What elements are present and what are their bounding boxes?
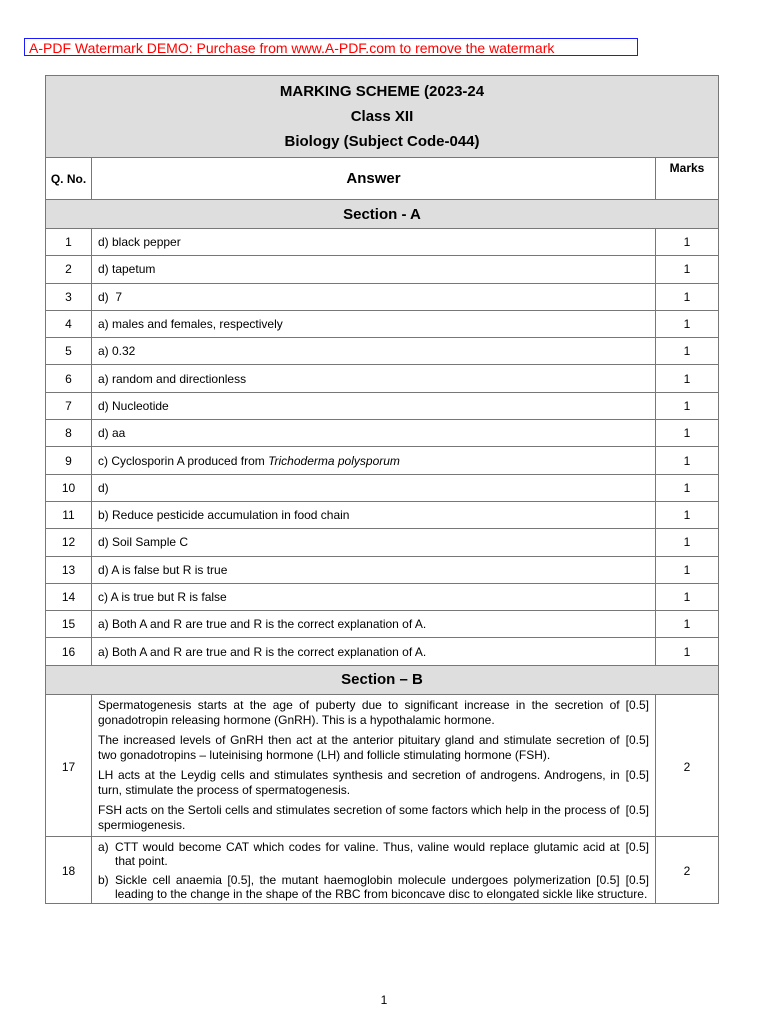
question-number: 18 (46, 836, 92, 903)
section-a-rows (46, 229, 719, 666)
answer-cell (92, 310, 656, 337)
marks-value: 1 (656, 420, 719, 447)
table-row (46, 638, 719, 665)
answer-italic-text: Trichoderma polysporum (268, 453, 400, 468)
section-a-header (46, 200, 719, 229)
answer-text: d) black pepper (98, 235, 181, 250)
table-row (46, 229, 719, 256)
table-row (46, 556, 719, 583)
column-header-marks: Marks (656, 158, 719, 200)
answer-cell (92, 638, 656, 665)
document-title: MARKING SCHEME (2023-24 (279, 83, 485, 100)
question-number: 14 (46, 583, 92, 610)
marks-value: 1 (656, 392, 719, 419)
answer-text: c) A is true but R is false (98, 590, 227, 604)
table-row (46, 365, 719, 392)
marking-scheme-table (45, 75, 719, 904)
table-row-q18 (46, 836, 719, 903)
part-text-wrap (115, 840, 649, 868)
marks-value: 1 (656, 583, 719, 610)
table-row (46, 420, 719, 447)
marks-tag: [0.5] (625, 767, 649, 782)
answer-text: a) random and directionless (98, 371, 247, 386)
answer-cell (92, 365, 656, 392)
marks-value: 1 (656, 310, 719, 337)
answer-paragraph (92, 731, 655, 766)
part-text: Sickle cell anaemia [0.5], the mutant haemoglobin molecule undergoes polymerization [0.5] leading to the change in the shape of the RBC from biconcave disc to elongated sickle like structure. (115, 872, 648, 901)
marks-tag: [0.5] (625, 802, 649, 817)
answer-cell (92, 501, 656, 528)
class-label: Class XII (350, 108, 414, 125)
question-number: 15 (46, 611, 92, 638)
marks-value: 2 (656, 694, 719, 836)
answer-text: d) tapetum (98, 262, 156, 277)
answer-text: d) 7 (98, 289, 123, 304)
answer-cell-q17 (92, 694, 656, 836)
answer-text: a) Both A and R are true and R is the correct explanation of A. (98, 617, 427, 632)
table-row (46, 583, 719, 610)
part-label: a) (98, 839, 109, 854)
answer-cell (92, 583, 656, 610)
column-header-q-no: Q. No. (46, 158, 92, 200)
answer-text: c) Cyclosporin A produced from (98, 453, 269, 468)
table-row (46, 392, 719, 419)
question-number: 13 (46, 556, 92, 583)
marks-value: 1 (656, 338, 719, 365)
answer-cell-q18 (92, 836, 656, 903)
section-a-title: Section - A (46, 200, 719, 229)
question-number: 10 (46, 474, 92, 501)
part-text: CTT would become CAT which codes for valine. Thus, valine would replace glutamic acid at that point. (115, 839, 620, 868)
table-row (46, 338, 719, 365)
answer-paragraph (92, 695, 655, 731)
answer-cell (92, 420, 656, 447)
marks-tag: [0.5] (625, 697, 649, 712)
answer-text: a) males and females, respectively (98, 317, 283, 332)
marks-value: 1 (656, 256, 719, 283)
table-row (46, 447, 719, 474)
answer-text: d) aa (98, 426, 126, 441)
column-header-row (46, 158, 719, 200)
watermark-banner[interactable]: A-PDF Watermark DEMO: Purchase from www.A-PDF.com to remove the watermark (24, 38, 638, 56)
paragraph-text: The increased levels of GnRH then act at the anterior pituitary gland and stimulate secretion of two gonadotropins – luteinising hormone (LH) and follicle stimulating hormone (FSH). (98, 732, 620, 762)
question-number: 16 (46, 638, 92, 665)
paragraph-text: Spermatogenesis starts at the age of puberty due to significant increase in the secretion of gonadotropin releasing hormone (GnRH). This is a hypothalamic hormone. (98, 697, 620, 727)
answer-text: d) A is false but R is true (98, 562, 228, 577)
question-number: 3 (46, 283, 92, 310)
answer-cell (92, 256, 656, 283)
table-row-q17 (46, 694, 719, 836)
question-number: 6 (46, 365, 92, 392)
column-header-answer: Answer (92, 158, 656, 200)
marks-tag: [0.5] (625, 872, 649, 887)
answer-text: a) Both A and R are true and R is the correct explanation of A. (98, 644, 427, 659)
marks-value: 1 (656, 501, 719, 528)
answer-cell (92, 447, 656, 474)
answer-cell (92, 338, 656, 365)
marks-value: 1 (656, 229, 719, 256)
question-number: 17 (46, 694, 92, 836)
answer-cell (92, 611, 656, 638)
answer-cell (92, 474, 656, 501)
table-row (46, 611, 719, 638)
marks-value: 1 (656, 474, 719, 501)
marks-value: 1 (656, 556, 719, 583)
marks-value: 1 (656, 638, 719, 665)
table-row (46, 310, 719, 337)
answer-text: b) Reduce pesticide accumulation in food chain (98, 508, 350, 523)
paragraph-text: FSH acts on the Sertoli cells and stimulates secretion of some factors which help in the process of spermiogenesis. (98, 802, 620, 832)
table-row (46, 474, 719, 501)
question-number: 12 (46, 529, 92, 556)
document-header (46, 76, 719, 158)
answer-text: d) Soil Sample C (98, 535, 189, 550)
marks-value: 1 (656, 365, 719, 392)
section-b-header (46, 665, 719, 694)
page-number: 1 (380, 993, 388, 1007)
marks-value: 1 (656, 611, 719, 638)
answer-paragraph (92, 766, 655, 801)
answer-cell (92, 229, 656, 256)
answer-part-b (92, 870, 655, 903)
table-row (46, 501, 719, 528)
question-number: 11 (46, 501, 92, 528)
answer-part-a (92, 837, 655, 870)
answer-paragraph (92, 801, 655, 836)
question-number: 9 (46, 447, 92, 474)
answer-text: d) Nucleotide (98, 398, 169, 413)
part-text-wrap (115, 873, 649, 901)
marks-value: 1 (656, 447, 719, 474)
marks-value: 1 (656, 283, 719, 310)
marks-value: 1 (656, 529, 719, 556)
question-number: 2 (46, 256, 92, 283)
paragraph-text: LH acts at the Leydig cells and stimulates synthesis and secretion of androgens. Androgens, in turn, stimulate the process of spermatogenesis. (98, 767, 620, 797)
question-number: 1 (46, 229, 92, 256)
marks-value: 2 (656, 836, 719, 903)
question-number: 4 (46, 310, 92, 337)
answer-text: a) 0.32 (98, 344, 136, 359)
part-label: b) (98, 872, 109, 887)
answer-cell (92, 283, 656, 310)
section-b-title: Section – B (46, 665, 719, 694)
question-number: 8 (46, 420, 92, 447)
table-row (46, 529, 719, 556)
answer-cell (92, 556, 656, 583)
table-row (46, 256, 719, 283)
question-number: 7 (46, 392, 92, 419)
answer-cell (92, 529, 656, 556)
marks-tag: [0.5] (625, 732, 649, 747)
question-number: 5 (46, 338, 92, 365)
table-row (46, 283, 719, 310)
answer-cell (92, 392, 656, 419)
marks-tag: [0.5] (625, 839, 649, 854)
subject-label: Biology (Subject Code-044) (284, 133, 480, 150)
answer-text: d) (98, 480, 109, 495)
